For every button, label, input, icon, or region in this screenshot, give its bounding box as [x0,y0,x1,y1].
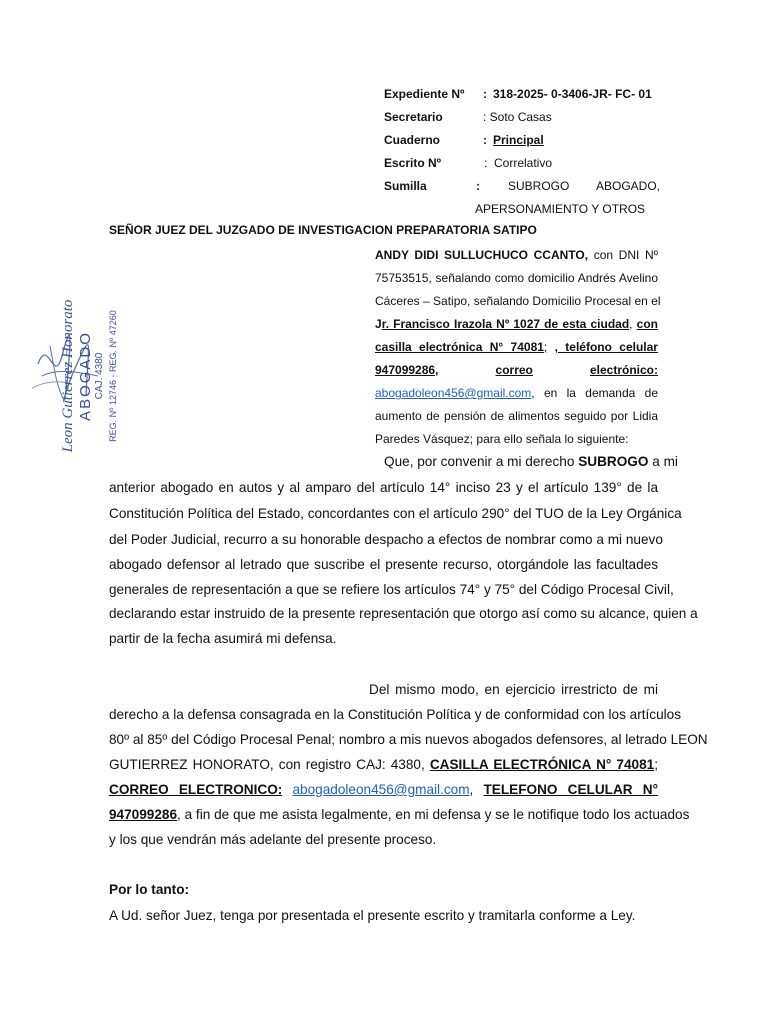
closing-heading: Por lo tanto: [109,882,190,897]
sumilla-value-2: APERSONAMIENTO Y OTROS [475,202,646,216]
p2-text: ; [654,757,658,772]
colon: : [484,156,488,170]
p1-text: Que, por convenir a mi derecho [384,454,575,469]
intro-line: aumento de pensión de alimentos seguido por Lidia [375,409,658,423]
p1-text: a mi [652,454,678,469]
intro-name: ANDY DIDI SULLUCHUCO CCANTO, [375,248,589,262]
p2-text: , [469,782,474,797]
intro-line [375,386,658,400]
p2-phone-label: TELEFONO CELULAR N° [483,782,659,797]
escrito-value: Correlativo [494,156,553,170]
intro-line: Cáceres – Satipo, señalando Domicilio Procesal en el [375,294,661,308]
intro-text: J [375,317,382,331]
procesal-address: r. Francisco Irazola Nº 1027 de esta ciudad [381,317,630,331]
p2-line [109,807,690,822]
p2-text: , a fin de que me asista legalmente, en mi defensa y se le notifique todo los actuados [177,807,690,822]
p2-line: y los que vendrán más adelante del presente proceso. [109,832,437,847]
intro-line [375,340,658,354]
stamp-text [60,276,120,476]
p2-line [109,757,658,772]
stamp-title: ABOGADO [77,331,94,421]
p2-line [109,782,658,797]
p1-line: generales de representación a que se refiere los artículos 74° y 75° del Código Procesal Civil, [109,582,674,597]
p2-casilla: CASILLA ELECTRÓNICA N° 74081 [429,757,655,772]
addressee-heading: SEÑOR JUEZ DEL JUZGADO DE INVESTIGACION PREPARATORIA SATIPO [109,223,537,237]
intro-text: electrónico: [589,363,658,377]
p1-line: partir de la fecha asumirá mi defensa. [109,631,337,646]
intro-phone: 947099286, [375,363,439,377]
p2-line: derecho a la defensa consagrada en la Constitución Política y de conformidad con los artículos [109,707,682,722]
p1-line: anterior abogado en autos y al amparo del artículo 14° inciso 23 y el artículo 139° de la [109,480,658,495]
intro-text: , en la demanda de [531,386,658,400]
subrogo-keyword: SUBROGO [578,454,649,469]
p1-line: Constitución Política del Estado, concordantes con el artículo 290° del TUO de la Ley Orgánica [109,506,682,521]
closing-text: A Ud. señor Juez, tenga por presentada el presente escrito y tramitarla conforme a Ley. [109,908,636,923]
intro-email-link[interactable]: abogadoleon456@gmail.com [375,386,532,400]
p1-line: declarando estar instruido de la presente representación que otorgo así como su alcance, quien a [109,606,698,621]
cuaderno-value: Principal [493,133,544,147]
intro-line [375,363,658,377]
intro-line [375,248,658,262]
intro-text: correo [495,363,533,377]
p1-line: abogado defensor al letrado que suscribe el presente recurso, otorgándole las facultades [109,557,658,572]
colon: : [483,133,487,147]
stamp-reg: REG. Nº 12746 - REG. Nº 47260 [108,310,118,442]
secretario-value: : Soto Casas [483,110,552,124]
lawyer-stamp [28,276,152,453]
intro-text: ; [543,340,548,354]
escrito-label: Escrito Nº [384,156,442,170]
p2-phone: 947099286 [109,807,178,822]
expediente-label: Expediente Nº [384,87,465,101]
expediente-value: 318-2025- 0-3406-JR- FC- 01 [493,87,652,101]
stamp-name: Leon Gutierrez Honorato [60,299,76,453]
colon: : [483,87,487,101]
intro-phone-label: , teléfono celular [554,340,658,354]
intro-text: con [636,317,658,331]
p1-line: del Poder Judicial, recurro a su honorable despacho a efectos de nombrar como a mi nuevo [109,532,663,547]
p2-text: GUTIERREZ HONORATO, con registro CAJ: 4380, [109,757,425,772]
sumilla-label: Sumilla [384,179,427,193]
secretario-label: Secretario [384,110,443,124]
p2-email-label: CORREO ELECTRONICO: [109,782,283,797]
sumilla-value-1a: SUBROGO [508,179,570,193]
intro-line [375,317,658,331]
colon: : [476,179,480,193]
intro-text: con DNI Nº [593,248,658,262]
stamp-cal: CAJ. 4380 [94,352,105,400]
p2-line: 80º al 85º del Código Procesal Penal; nombro a mis nuevos abogados defensores, al letrado LEON [109,732,708,747]
p2-line: Del mismo modo, en ejercicio irrestricto de mi [369,682,658,697]
p2-email-link[interactable]: abogadoleon456@gmail.com [292,782,470,797]
sumilla-value-1b: ABOGADO, [596,179,661,193]
intro-line: 75753515, señalando como domicilio Andrés Avelino [375,271,658,285]
intro-text: , [629,317,633,331]
intro-line: Paredes Vásquez; para ello señala lo siguiente: [375,432,629,446]
p1-line [384,454,678,469]
intro-casilla: casilla electrónica N° 74081 [375,340,544,354]
cuaderno-label: Cuaderno [384,133,441,147]
